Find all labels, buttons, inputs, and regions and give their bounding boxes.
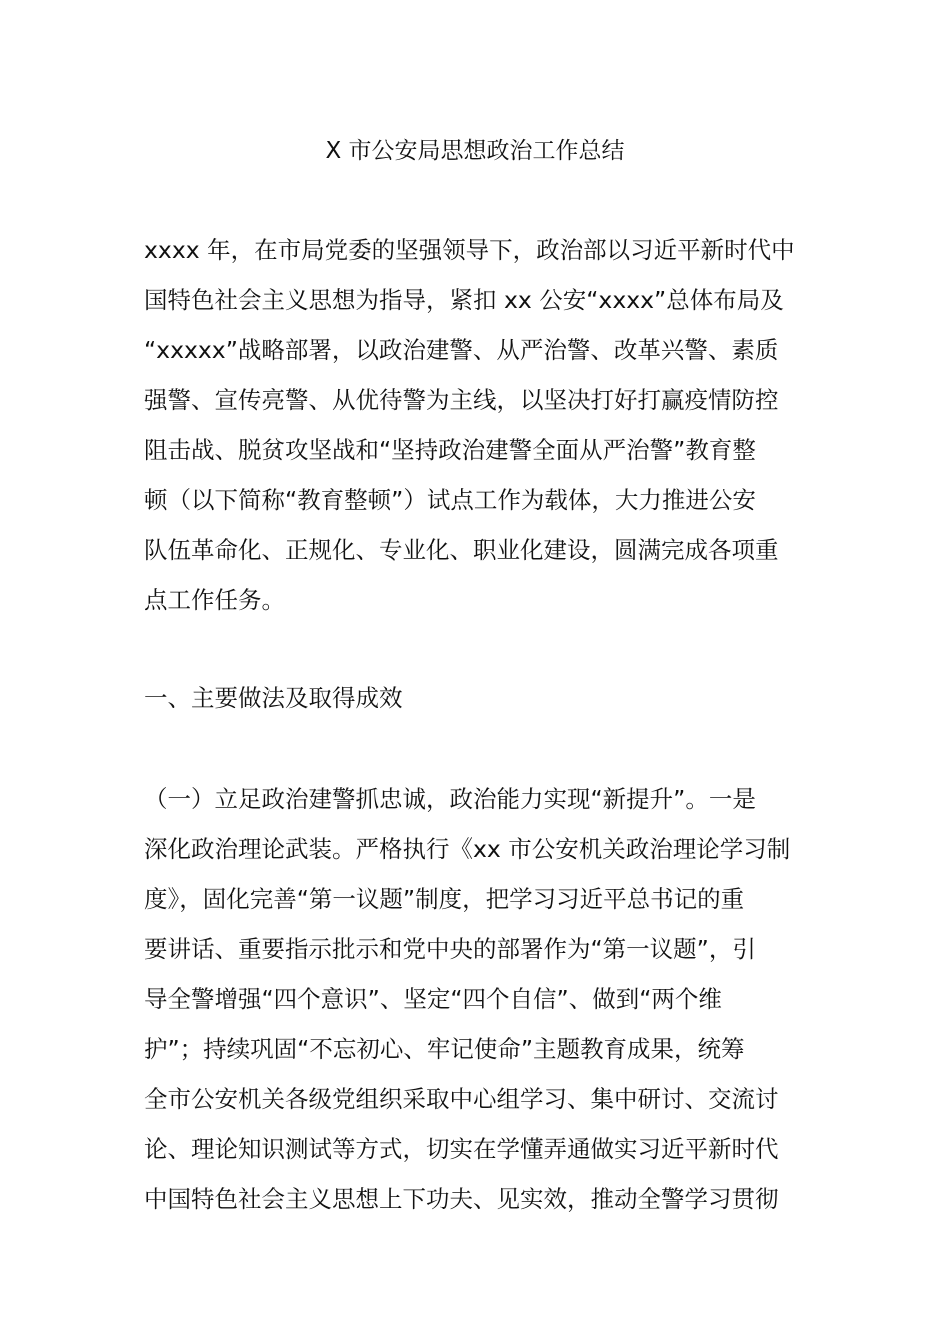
document-title: X 市公安局思想政治工作总结 [325,138,625,164]
paragraph-line: 深化政治理论武装。严格执行《xx 市公安机关政治理论学习制 [144,835,791,863]
section-heading [144,673,808,723]
paragraph-line: 要讲话、重要指示批示和党中央的部署作为“第一议题”，引 [144,935,756,963]
section-heading-text: 一、主要做法及取得成效 [144,684,403,712]
paragraph-line: 阻击战、脱贫攻坚战和“坚持政治建警全面从严治警”教育整 [144,436,756,464]
section-one-paragraph [144,774,808,1224]
intro-paragraph [144,225,808,625]
paragraph-line: （一）立足政治建警抓忠诚，政治能力实现“新提升”。一是 [144,785,756,813]
paragraph-line: xxxx 年，在市局党委的坚强领导下，政治部以习近平新时代中 [144,236,795,264]
paragraph-line: 国特色社会主义思想为指导，紧扣 xx 公安“xxxx”总体布局及 [144,286,784,314]
paragraph-line: 护”；持续巩固“不忘初心、牢记使命”主题教育成果，统筹 [144,1035,745,1063]
paragraph-line: 队伍革命化、正规化、专业化、职业化建设，圆满完成各项重 [144,536,779,564]
paragraph-line: 导全警增强“四个意识”、坚定“四个自信”、做到“两个维 [144,985,722,1013]
paragraph-line: 论、理论知识测试等方式，切实在学懂弄通做实习近平新时代 [144,1135,779,1163]
paragraph-line: 中国特色社会主义思想上下功夫、见实效，推动全警学习贯彻 [144,1185,779,1213]
paragraph-line: 顿（以下简称“教育整顿”）试点工作为载体，大力推进公安 [144,486,756,514]
paragraph-line: 强警、宣传亮警、从优待警为主线，以坚决打好打赢疫情防控 [144,386,779,414]
paragraph-line: 点工作任务。 [144,586,285,614]
paragraph-line: 度》，固化完善“第一议题”制度，把学习习近平总书记的重 [144,885,745,913]
paragraph-line: “xxxxx”战略部署，以政治建警、从严治警、改革兴警、素质 [144,336,779,364]
paragraph-line: 全市公安机关各级党组织采取中心组学习、集中研讨、交流讨 [144,1085,779,1113]
